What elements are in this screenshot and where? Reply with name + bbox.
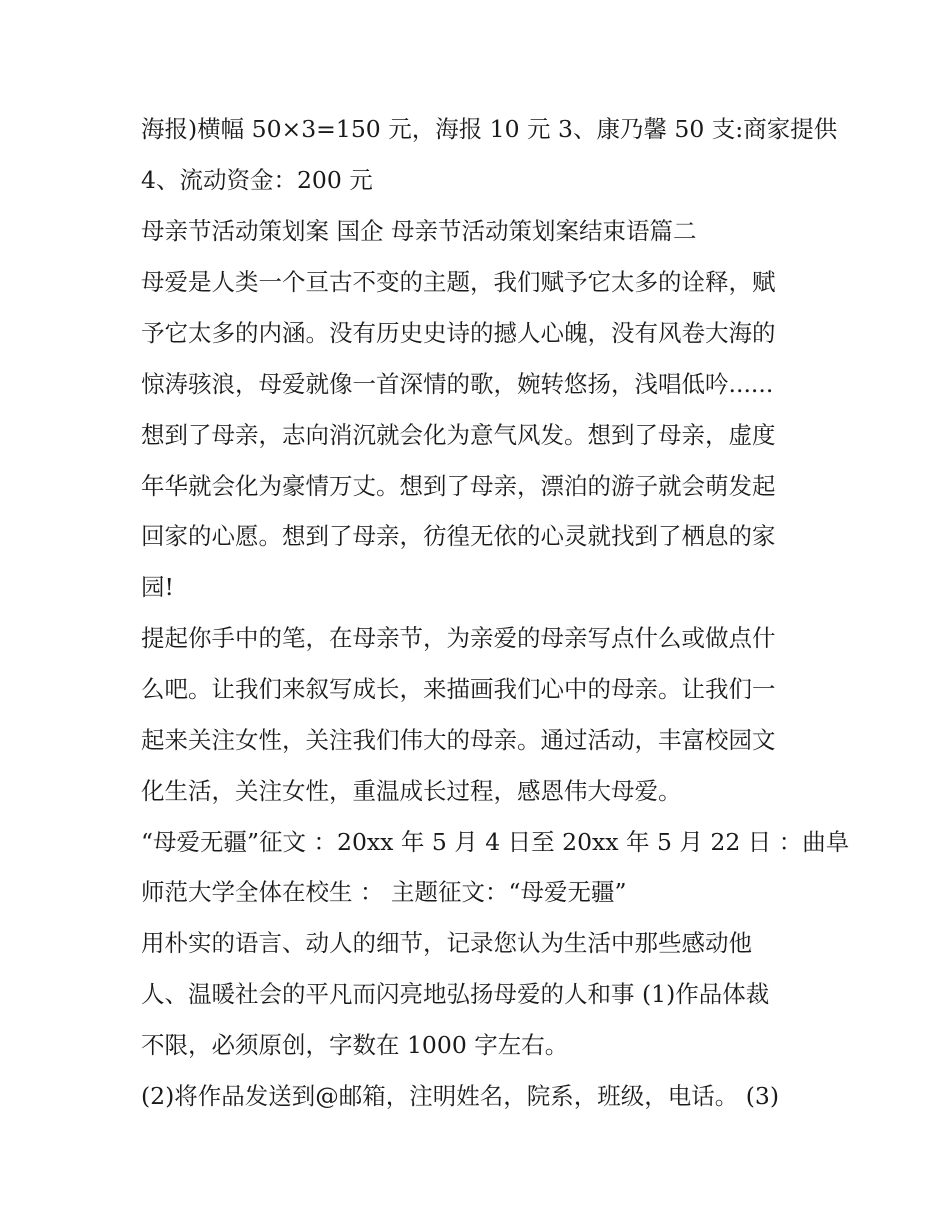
text-line: 么吧。让我们来叙写成长，来描画我们心中的母亲。让我们一 (141, 675, 776, 703)
text-line: 回家的心愿。想到了母亲，彷徨无依的心灵就找到了栖息的家 (141, 522, 776, 550)
text-line: “母爱无疆”征文 ：20xx 年 5 月 4 日至 20xx 年 5 月 22 日 ：曲阜 (141, 828, 850, 856)
text-line: 不限，必须原创，字数在 1000 字左右。 (141, 1031, 569, 1059)
text-line: 园! (141, 573, 174, 601)
text-line: 想到了母亲，志向消沉就会化为意气风发。想到了母亲，虚度 (141, 421, 776, 449)
text-line: 起来关注女性，关注我们伟大的母亲。通过活动，丰富校园文 (141, 726, 776, 754)
text-line: 年华就会化为豪情万丈。想到了母亲，漂泊的游子就会萌发起 (141, 472, 776, 500)
text-line: 人、温暖社会的平凡而闪亮地弘扬母爱的人和事 (1)作品体裁 (141, 980, 770, 1008)
text-line: 用朴实的语言、动人的细节，记录您认为生活中那些感动他 (141, 929, 752, 957)
text-line: 提起你手中的笔，在母亲节，为亲爱的母亲写点什么或做点什 (141, 624, 776, 652)
section-heading: 母亲节活动策划案 国企 母亲节活动策划案结束语篇二 (141, 217, 697, 245)
text-line: 化生活，关注女性，重温成长过程，感恩伟大母爱。 (141, 777, 682, 805)
text-line: 惊涛骇浪，母爱就像一首深情的歌，婉转悠扬，浅唱低吟...... (141, 370, 774, 398)
text-line: 海报)横幅 50×3=150 元，海报 10 元 3、康乃馨 50 支:商家提供 (141, 115, 838, 143)
text-line: 师范大学全体在校生 ： 主题征文：“母爱无疆” (141, 878, 627, 906)
text-line: 母爱是人类一个亘古不变的主题，我们赋予它太多的诠释，赋 (141, 268, 776, 296)
text-line: (2)将作品发送到@邮箱，注明姓名，院系，班级，电话。 (3) (141, 1082, 780, 1110)
text-line: 予它太多的内涵。没有历史史诗的撼人心魄，没有风卷大海的 (141, 319, 776, 347)
text-line: 4、流动资金：200 元 (141, 166, 373, 194)
